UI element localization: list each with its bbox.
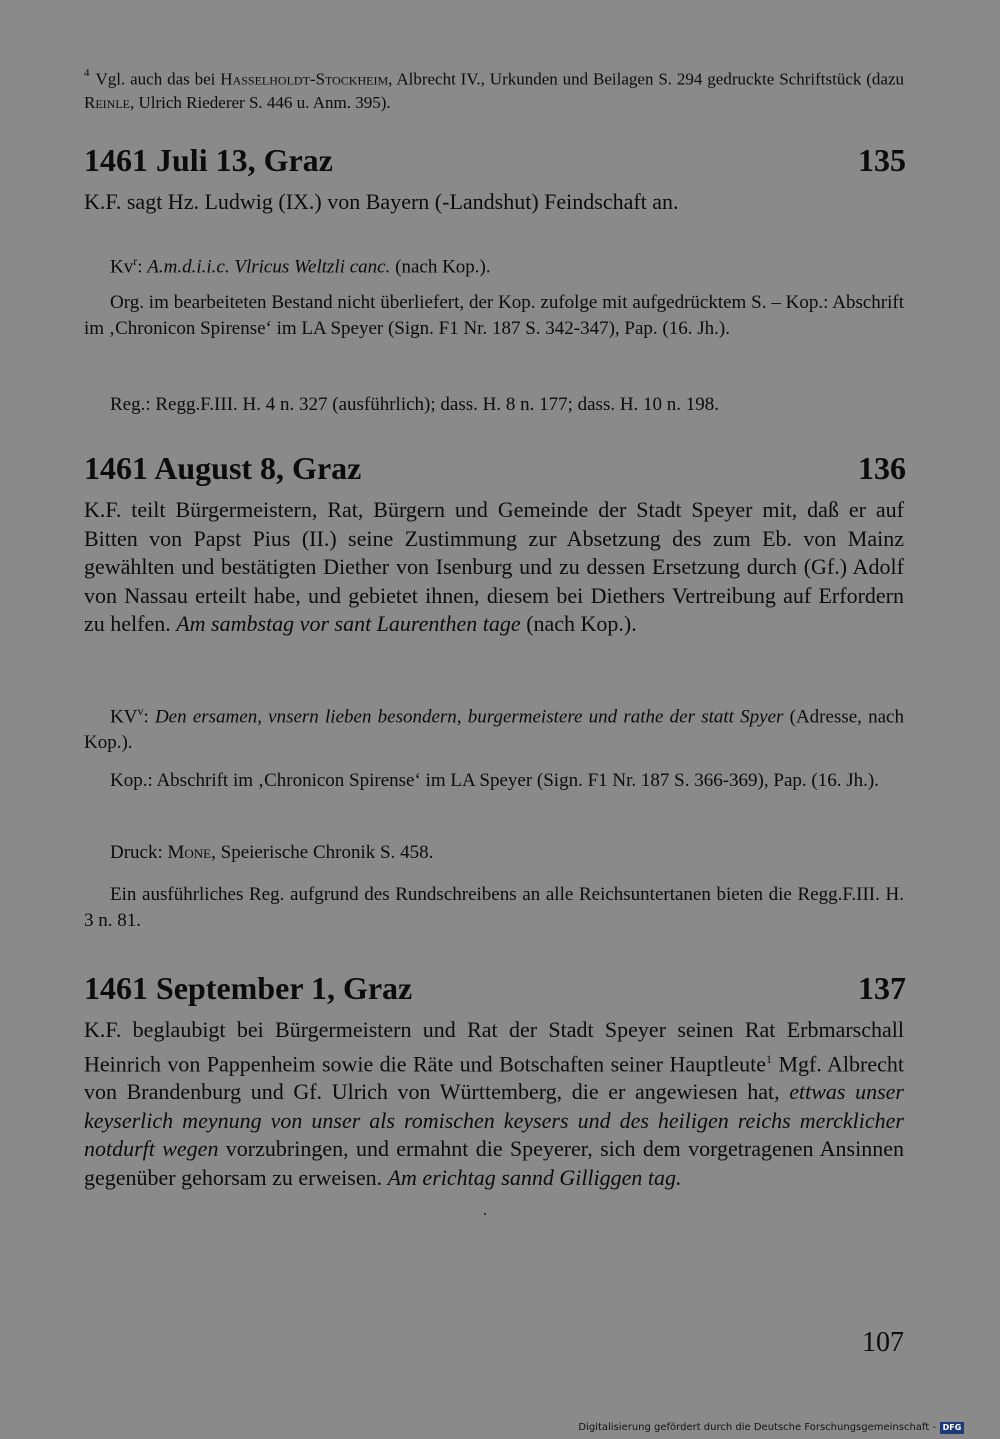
dfg-credit (578, 1421, 964, 1435)
entry-136-kop: Kop.: Abschrift im ‚Chronicon Spirense‘ im LA Speyer (Sign. F1 Nr. 187 S. 366-369), Pap. (16. Jh.). (110, 770, 879, 791)
credit-text: Digitalisierung gefördert durch die Deutsche Forschungsgemeinschaft - (578, 1422, 936, 1433)
author-reinle: Reinle (84, 92, 130, 112)
entry-135-heading (84, 142, 906, 178)
entry-date-place: 1461 August 8, Graz (84, 450, 362, 486)
entry-date-place: 1461 Juli 13, Graz (84, 142, 333, 178)
scan-speck (484, 1213, 486, 1215)
page-number: 107 (862, 1327, 904, 1358)
entry-136-note: Ein ausführliches Reg. aufgrund des Rundschreibens an alle Reichsuntertanen bieten die Regg.F.III. H. 3 n. 81. (84, 884, 904, 931)
footnote: $^4$ Vgl. auch das bei Hasselholdt-Stockheim, Albrecht IV., Urkunden und Beilagen S. 294 gedruckte Schriftstück (dazu Reinle, Ulrich Riederer S. 446 u. Anm. 395). (84, 67, 904, 112)
dfg-logo-icon: DFG (940, 1422, 964, 1434)
entry-135-reg: Reg.: Regg.F.III. H. 4 n. 327 (ausführlich); dass. H. 8 n. 177; dass. H. 10 n. 198. (110, 394, 720, 415)
entry-136-summary: K.F. teilt Bürgermeistern, Rat, Bürgern und Gemeinde der Stadt Speyer mit, daß er auf Bitten von Papst Pius (II.) seine Zustimmung zur Absetzung des zum Eb. von Mainz gewählten und bestätigten Diether von Isenburg und zu dessen Ersetzung durch (Gf.) Adolf von Nassau erteilt habe, und gebietet ihnen, diesem bei Diethers Vertreibung auf Erfordern zu helfen. Am sambstag vor sant Laurenthen tage (nach Kop.). (84, 497, 904, 636)
entry-137-heading (84, 970, 906, 1006)
entry-number: 136 (858, 450, 906, 486)
entry-136-heading (84, 450, 906, 486)
entry-number: 135 (858, 142, 906, 178)
entry-number: 137 (858, 970, 906, 1006)
entry-135-summary: K.F. sagt Hz. Ludwig (IX.) von Bayern (-Landshut) Feindschaft an. (84, 189, 679, 214)
entry-136-druck: Druck: Mone, Speierische Chronik S. 458. (110, 842, 434, 863)
entry-135-org: Org. im bearbeiteten Bestand nicht überliefert, der Kop. zufolge mit aufgedrücktem S. – Kop.: Abschrift im ‚Chronicon Spirense‘ im LA Speyer (Sign. F1 Nr. 187 S. 342-347), Pap. (16. Jh.). (84, 292, 904, 339)
entry-135-kv: Kv$^r$: A.m.d.i.i.c. Vlricus Weltzli canc. (nach Kop.). (110, 254, 491, 278)
entry-date-place: 1461 September 1, Graz (84, 970, 413, 1006)
entry-136-kv: $KV^v$: Den ersamen, vnsern lieben besondern, burgermeistere und rathe der statt Spyer (Adresse, nach Kop.). (84, 704, 904, 754)
footnote-marker: 4 (84, 67, 90, 79)
entry-137-summary: K.F. beglaubigt bei Bürgermeistern und Rat der Stadt Speyer seinen Rat Erbmarschall Heinrich von Pappenheim sowie die Räte und Botschaften seiner Hauptleute$^1$ Mgf. Albrecht von Brandenburg und Gf. Ulrich von Württemberg, die er angewiesen hat, ettwas unser keyserlich meynung von unser als romischen keysers und des heiligen reichs mercklicher notdurft wegen vorzubringen, und ermahnt die Speyerer, sich dem vorgetragenen Ansinnen gegenüber gehorsam zu erweisen. Am erichtag sannd Gilliggen tag. (84, 1017, 904, 1190)
author-hasselholdt: Hasselholdt-Stockheim (220, 69, 389, 89)
